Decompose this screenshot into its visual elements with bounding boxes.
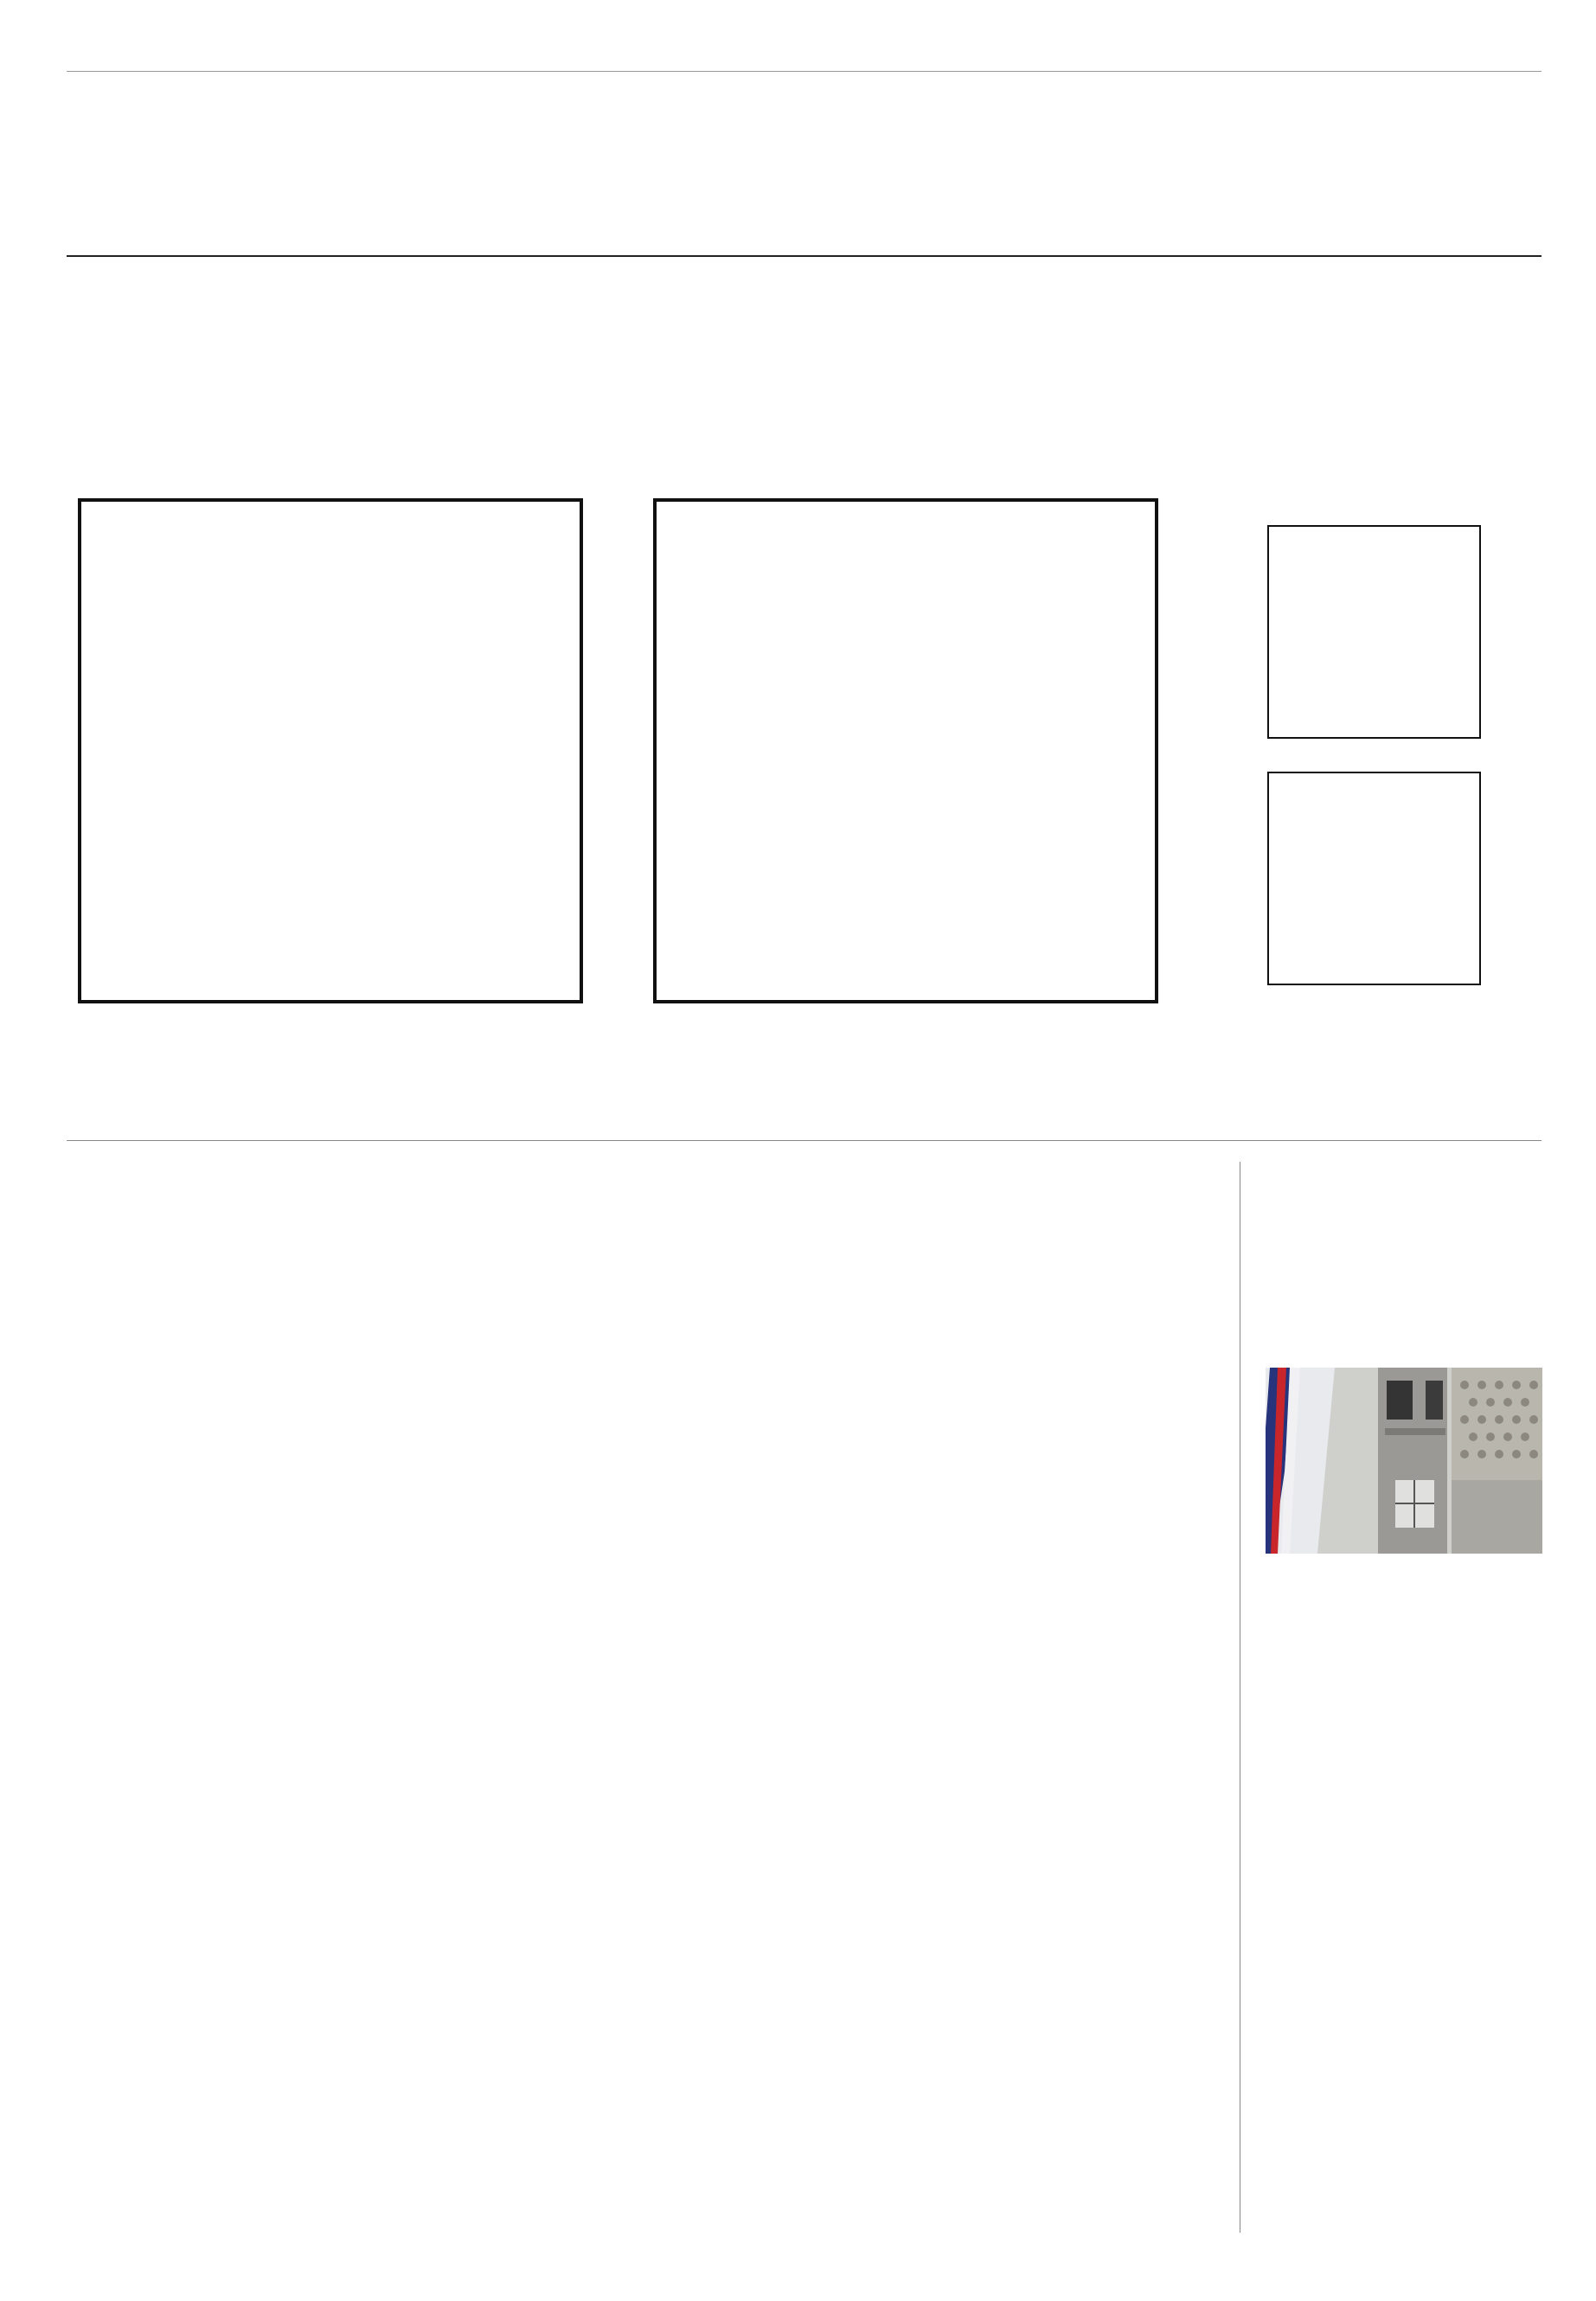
solution-grid-2 (1267, 772, 1481, 985)
sudoku-grid-2[interactable] (653, 498, 1158, 1003)
cryptogram-clues (67, 1494, 348, 1514)
section-rule (67, 1140, 1542, 1141)
knipsel-photo (1266, 1368, 1542, 1554)
solution-grid-1 (1267, 525, 1481, 739)
sudoku-grid-1[interactable] (78, 498, 583, 1003)
header-rule (67, 255, 1542, 257)
photo-crop-image (1266, 1368, 1542, 1554)
top-rule (67, 71, 1542, 72)
